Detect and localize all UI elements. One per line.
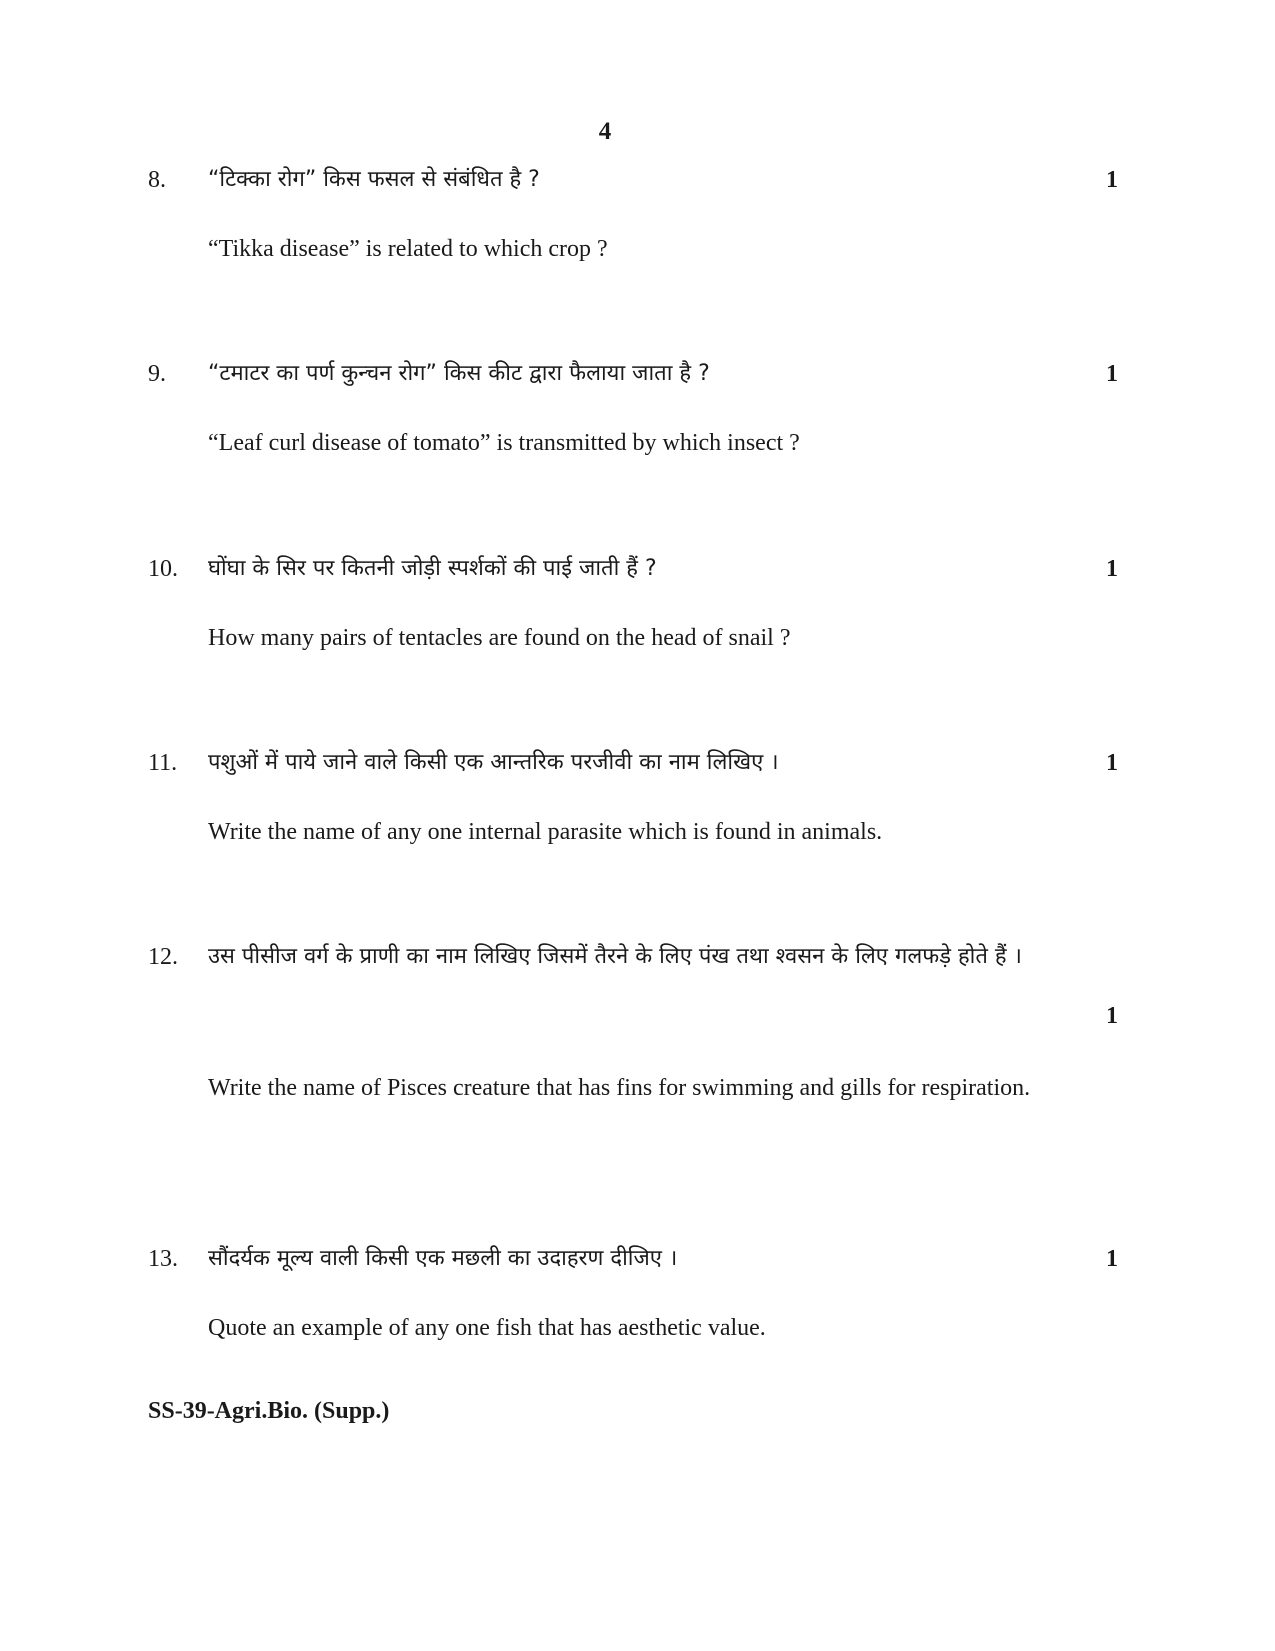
question-number: 13.: [148, 1246, 178, 1272]
question-number: 12.: [148, 944, 178, 970]
question-number: 8.: [148, 167, 166, 193]
question-marks: 1: [1106, 361, 1118, 387]
question-text-english: Write the name of any one internal parasite which is found in animals.: [208, 819, 883, 845]
question-12: [148, 939, 1118, 1159]
question-text-hindi: उस पीसीज वर्ग के प्राणी का नाम लिखिए जिसमें तैरने के लिए पंख तथा श्वसन के लिए गलफड़े होते हैं ।: [208, 944, 1022, 969]
question-13: [148, 1241, 1118, 1351]
question-11: [148, 745, 1118, 855]
question-number: 11.: [148, 750, 178, 776]
question-text-hindi: सौंदर्यक मूल्य वाली किसी एक मछली का उदाहरण दीजिए ।: [208, 1246, 678, 1271]
question-text-hindi: घोंघा के सिर पर कितनी जोड़ी स्पर्शकों की पाई जाती हैं ?: [208, 556, 657, 581]
page-number: 4: [598, 118, 612, 145]
question-text-english: “Tikka disease” is related to which crop ?: [208, 236, 608, 262]
question-text-english: How many pairs of tentacles are found on the head of snail ?: [208, 625, 791, 651]
question-text-hindi: “टमाटर का पर्ण कुन्चन रोग” किस कीट द्वारा फैलाया जाता है ?: [208, 361, 710, 386]
question-text-hindi: पशुओं में पाये जाने वाले किसी एक आन्तरिक परजीवी का नाम लिखिए ।: [208, 750, 779, 775]
question-marks: 1: [1106, 750, 1118, 776]
question-8: [148, 162, 1118, 272]
question-marks: 1: [1106, 556, 1118, 582]
question-marks: 1: [1106, 1003, 1118, 1029]
question-marks: 1: [1106, 167, 1118, 193]
question-number: 10.: [148, 556, 178, 582]
question-marks: 1: [1106, 1246, 1118, 1272]
question-10: [148, 551, 1118, 661]
question-text-english: Write the name of Pisces creature that has fins for swimming and gills for respiration.: [208, 1075, 1031, 1101]
paper-code-footer: SS-39-Agri.Bio. (Supp.): [148, 1398, 390, 1424]
question-text-english: “Leaf curl disease of tomato” is transmitted by which insect ?: [208, 430, 800, 456]
question-number: 9.: [148, 361, 166, 387]
question-9: [148, 356, 1118, 466]
question-text-english: Quote an example of any one fish that has aesthetic value.: [208, 1315, 766, 1341]
question-text-hindi: “टिक्का रोग” किस फसल से संबंधित है ?: [208, 167, 540, 192]
